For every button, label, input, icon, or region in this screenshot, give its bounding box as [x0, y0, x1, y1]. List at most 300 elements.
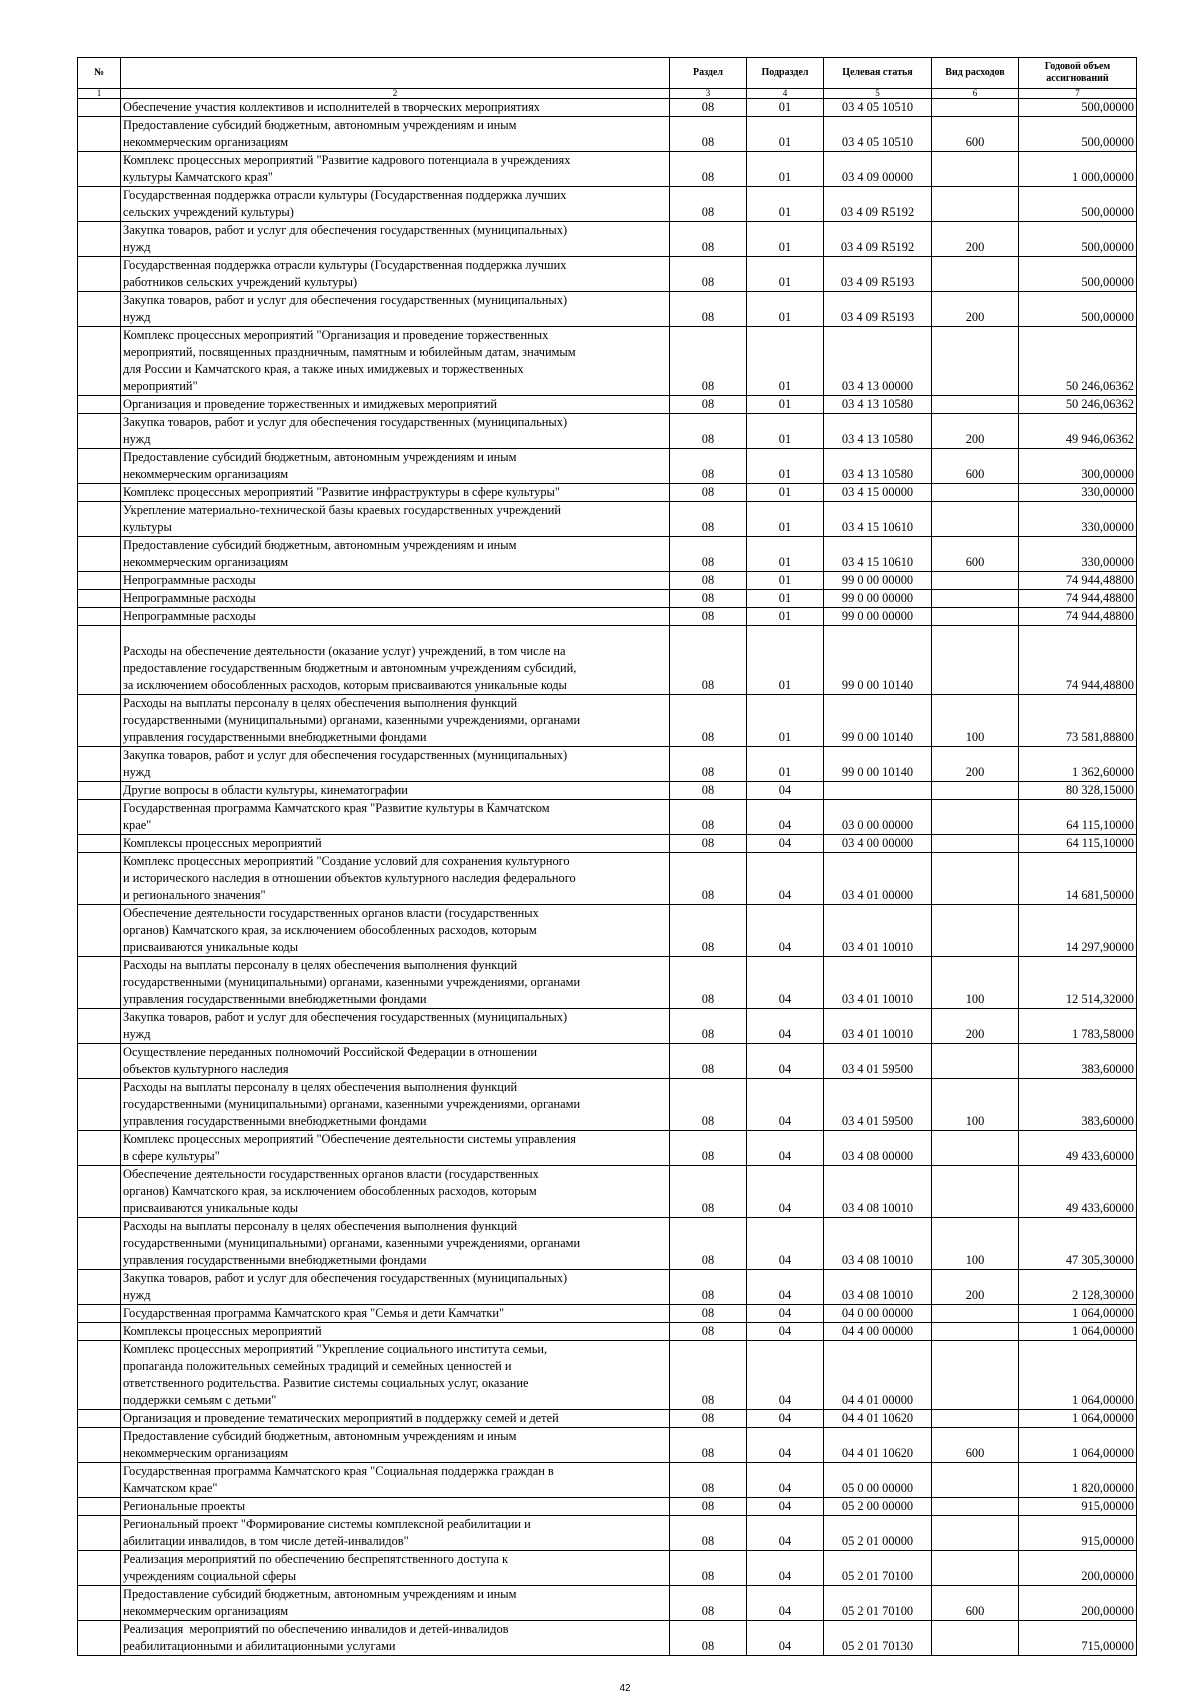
- target-article-cell: 03 4 09 00000: [824, 152, 932, 187]
- target-article-cell: 05 2 00 00000: [824, 1498, 932, 1516]
- table-row: [78, 626, 1137, 695]
- row-number-cell: [78, 782, 121, 800]
- expense-type-cell: [932, 1323, 1019, 1341]
- expense-type-cell: 600: [932, 537, 1019, 572]
- target-article-cell: 03 4 05 10510: [824, 117, 932, 152]
- column-number: 5: [824, 89, 932, 99]
- subsection-cell: 01: [747, 292, 824, 327]
- section-cell: 08: [670, 502, 747, 537]
- subsection-cell: 01: [747, 327, 824, 396]
- target-article-cell: 04 0 00 00000: [824, 1305, 932, 1323]
- target-article-cell: [824, 782, 932, 800]
- target-article-cell: 03 4 08 00000: [824, 1131, 932, 1166]
- target-article-cell: 99 0 00 10140: [824, 626, 932, 695]
- column-number: 3: [670, 89, 747, 99]
- amount-cell: 500,00000: [1019, 99, 1137, 117]
- row-number-cell: [78, 502, 121, 537]
- row-number-cell: [78, 957, 121, 1009]
- target-article-cell: 03 4 09 R5193: [824, 292, 932, 327]
- item-name-cell: Комплекс процессных мероприятий "Организация и проведение торжественных мероприятий, посвященных праздничным, памятным и юбилейным датам, значимым для России и Камчатского края, а также иных имиджевых и торжественных мероприятий": [121, 327, 670, 396]
- table-row: [78, 484, 1137, 502]
- table-row: [78, 1218, 1137, 1270]
- row-number-cell: [78, 853, 121, 905]
- amount-cell: 47 305,30000: [1019, 1218, 1137, 1270]
- amount-cell: 200,00000: [1019, 1586, 1137, 1621]
- subsection-cell: 04: [747, 1341, 824, 1410]
- budget-table: [77, 57, 1137, 1656]
- section-cell: 08: [670, 905, 747, 957]
- amount-cell: 74 944,48800: [1019, 608, 1137, 626]
- target-article-cell: 03 4 01 59500: [824, 1044, 932, 1079]
- table-row: [78, 835, 1137, 853]
- row-number-cell: [78, 1044, 121, 1079]
- expense-type-cell: [932, 1621, 1019, 1656]
- item-name-cell: Комплексы процессных мероприятий: [121, 835, 670, 853]
- table-row: [78, 695, 1137, 747]
- target-article-cell: 04 4 01 00000: [824, 1341, 932, 1410]
- row-number-cell: [78, 1341, 121, 1410]
- expense-type-cell: [932, 1341, 1019, 1410]
- amount-cell: 50 246,06362: [1019, 327, 1137, 396]
- item-name-cell: Организация и проведение торжественных и имиджевых мероприятий: [121, 396, 670, 414]
- amount-cell: 915,00000: [1019, 1516, 1137, 1551]
- row-number-cell: [78, 117, 121, 152]
- subsection-cell: 04: [747, 1044, 824, 1079]
- target-article-cell: 99 0 00 00000: [824, 590, 932, 608]
- item-name-cell: Предоставление субсидий бюджетным, автономным учреждениям и иным некоммерческим организациям: [121, 449, 670, 484]
- column-number: 1: [78, 89, 121, 99]
- amount-cell: 383,60000: [1019, 1044, 1137, 1079]
- row-number-cell: [78, 1305, 121, 1323]
- expense-type-cell: [932, 1551, 1019, 1586]
- target-article-cell: 03 4 13 10580: [824, 449, 932, 484]
- row-number-cell: [78, 99, 121, 117]
- table-row: [78, 1516, 1137, 1551]
- section-cell: 08: [670, 1166, 747, 1218]
- subsection-cell: 01: [747, 537, 824, 572]
- expense-type-cell: [932, 484, 1019, 502]
- subsection-cell: 04: [747, 1166, 824, 1218]
- item-name-cell: Расходы на выплаты персоналу в целях обеспечения выполнения функций государственными (муниципальными) органами, казенными учреждениями, органами управления государственными внебюджетными фондами: [121, 695, 670, 747]
- target-article-cell: 05 0 00 00000: [824, 1463, 932, 1498]
- amount-cell: 330,00000: [1019, 484, 1137, 502]
- subsection-cell: 04: [747, 1305, 824, 1323]
- row-number-cell: [78, 1498, 121, 1516]
- item-name-cell: Непрограммные расходы: [121, 608, 670, 626]
- target-article-cell: 05 2 01 70100: [824, 1586, 932, 1621]
- section-cell: 08: [670, 414, 747, 449]
- target-article-cell: 03 4 01 10010: [824, 957, 932, 1009]
- item-name-cell: Комплексы процессных мероприятий: [121, 1323, 670, 1341]
- row-number-cell: [78, 1079, 121, 1131]
- amount-cell: 12 514,32000: [1019, 957, 1137, 1009]
- table-row: [78, 782, 1137, 800]
- item-name-cell: Непрограммные расходы: [121, 590, 670, 608]
- amount-cell: 1 064,00000: [1019, 1305, 1137, 1323]
- table-row: [78, 502, 1137, 537]
- amount-cell: 2 128,30000: [1019, 1270, 1137, 1305]
- page-number: 42: [619, 1683, 631, 1694]
- row-number-cell: [78, 1323, 121, 1341]
- item-name-cell: Реализация мероприятий по обеспечению беспрепятственного доступа к учреждениям социальной сферы: [121, 1551, 670, 1586]
- expense-type-cell: 600: [932, 1428, 1019, 1463]
- subsection-cell: 01: [747, 152, 824, 187]
- row-number-cell: [78, 1586, 121, 1621]
- item-name-cell: Государственная поддержка отрасли культуры (Государственная поддержка лучших сельских учреждений культуры): [121, 187, 670, 222]
- section-cell: 08: [670, 835, 747, 853]
- subsection-cell: 04: [747, 1218, 824, 1270]
- expense-type-cell: [932, 1410, 1019, 1428]
- section-cell: 08: [670, 957, 747, 1009]
- table-row: [78, 905, 1137, 957]
- table-row: [78, 1044, 1137, 1079]
- expense-type-cell: 200: [932, 1009, 1019, 1044]
- subsection-cell: 01: [747, 187, 824, 222]
- section-cell: 08: [670, 396, 747, 414]
- target-article-cell: 03 4 00 00000: [824, 835, 932, 853]
- subsection-cell: 01: [747, 222, 824, 257]
- target-article-cell: 03 4 15 10610: [824, 502, 932, 537]
- amount-cell: 1 064,00000: [1019, 1323, 1137, 1341]
- amount-cell: 14 297,90000: [1019, 905, 1137, 957]
- header-num: №: [78, 58, 121, 89]
- table-row: [78, 1009, 1137, 1044]
- subsection-cell: 04: [747, 1323, 824, 1341]
- target-article-cell: 99 0 00 10140: [824, 695, 932, 747]
- table-row: [78, 99, 1137, 117]
- subsection-cell: 01: [747, 608, 824, 626]
- row-number-cell: [78, 292, 121, 327]
- section-cell: 08: [670, 1044, 747, 1079]
- subsection-cell: 01: [747, 747, 824, 782]
- subsection-cell: 04: [747, 1463, 824, 1498]
- target-article-cell: 03 4 08 10010: [824, 1270, 932, 1305]
- subsection-cell: 04: [747, 957, 824, 1009]
- table-body: [78, 99, 1137, 1656]
- item-name-cell: Закупка товаров, работ и услуг для обеспечения государственных (муниципальных) нужд: [121, 414, 670, 449]
- subsection-cell: 04: [747, 1621, 824, 1656]
- expense-type-cell: [932, 187, 1019, 222]
- section-cell: 08: [670, 608, 747, 626]
- target-article-cell: 03 4 15 10610: [824, 537, 932, 572]
- item-name-cell: Государственная поддержка отрасли культуры (Государственная поддержка лучших работников сельских учреждений культуры): [121, 257, 670, 292]
- amount-cell: 200,00000: [1019, 1551, 1137, 1586]
- section-cell: 08: [670, 537, 747, 572]
- header-section: Раздел: [670, 58, 747, 89]
- target-article-cell: 03 4 15 00000: [824, 484, 932, 502]
- section-cell: 08: [670, 1428, 747, 1463]
- expense-type-cell: [932, 572, 1019, 590]
- item-name-cell: Закупка товаров, работ и услуг для обеспечения государственных (муниципальных) нужд: [121, 292, 670, 327]
- amount-cell: 74 944,48800: [1019, 572, 1137, 590]
- row-number-cell: [78, 414, 121, 449]
- item-name-cell: Расходы на обеспечение деятельности (оказание услуг) учреждений, в том числе на предоставление государственным бюджетным и автономным учреждениям субсидий, за исключением обособленных расходов, которым присваиваются уникальные коды: [121, 626, 670, 695]
- header-subsection: Подраздел: [747, 58, 824, 89]
- subsection-cell: 01: [747, 502, 824, 537]
- amount-cell: 330,00000: [1019, 502, 1137, 537]
- amount-cell: 74 944,48800: [1019, 626, 1137, 695]
- section-cell: 08: [670, 187, 747, 222]
- expense-type-cell: 200: [932, 222, 1019, 257]
- expense-type-cell: 200: [932, 292, 1019, 327]
- amount-cell: 74 944,48800: [1019, 590, 1137, 608]
- section-cell: 08: [670, 1498, 747, 1516]
- expense-type-cell: [932, 626, 1019, 695]
- expense-type-cell: 100: [932, 957, 1019, 1009]
- expense-type-cell: [932, 1516, 1019, 1551]
- table-row: [78, 1621, 1137, 1656]
- subsection-cell: 04: [747, 1551, 824, 1586]
- header-exptype: Вид расходов: [932, 58, 1019, 89]
- section-cell: 08: [670, 1079, 747, 1131]
- expense-type-cell: [932, 1044, 1019, 1079]
- subsection-cell: 04: [747, 835, 824, 853]
- expense-type-cell: 100: [932, 1218, 1019, 1270]
- row-number-cell: [78, 695, 121, 747]
- row-number-cell: [78, 1551, 121, 1586]
- subsection-cell: 01: [747, 99, 824, 117]
- subsection-cell: 04: [747, 905, 824, 957]
- row-number-cell: [78, 835, 121, 853]
- amount-cell: 500,00000: [1019, 187, 1137, 222]
- item-name-cell: Расходы на выплаты персоналу в целях обеспечения выполнения функций государственными (муниципальными) органами, казенными учреждениями, органами управления государственными внебюджетными фондами: [121, 1218, 670, 1270]
- row-number-cell: [78, 1463, 121, 1498]
- section-cell: 08: [670, 1341, 747, 1410]
- section-cell: 08: [670, 1621, 747, 1656]
- amount-cell: 49 946,06362: [1019, 414, 1137, 449]
- table-row: [78, 1305, 1137, 1323]
- target-article-cell: 03 4 09 R5192: [824, 222, 932, 257]
- subsection-cell: 04: [747, 782, 824, 800]
- table-row: [78, 957, 1137, 1009]
- item-name-cell: Обеспечение участия коллективов и исполнителей в творческих мероприятиях: [121, 99, 670, 117]
- amount-cell: 73 581,88800: [1019, 695, 1137, 747]
- subsection-cell: 01: [747, 449, 824, 484]
- table-row: [78, 1341, 1137, 1410]
- section-cell: 08: [670, 1270, 747, 1305]
- expense-type-cell: [932, 1131, 1019, 1166]
- item-name-cell: Организация и проведение тематических мероприятий в поддержку семей и детей: [121, 1410, 670, 1428]
- target-article-cell: 03 4 01 00000: [824, 853, 932, 905]
- expense-type-cell: [932, 1166, 1019, 1218]
- section-cell: 08: [670, 1009, 747, 1044]
- expense-type-cell: 600: [932, 449, 1019, 484]
- subsection-cell: 04: [747, 1498, 824, 1516]
- subsection-cell: 04: [747, 1270, 824, 1305]
- row-number-cell: [78, 1009, 121, 1044]
- table-row: [78, 1551, 1137, 1586]
- section-cell: 08: [670, 782, 747, 800]
- expense-type-cell: 600: [932, 117, 1019, 152]
- target-article-cell: 03 4 01 10010: [824, 1009, 932, 1044]
- target-article-cell: 03 4 13 10580: [824, 414, 932, 449]
- target-article-cell: 05 2 01 70130: [824, 1621, 932, 1656]
- table-row: [78, 853, 1137, 905]
- section-cell: 08: [670, 1323, 747, 1341]
- table-row: [78, 1270, 1137, 1305]
- item-name-cell: Предоставление субсидий бюджетным, автономным учреждениям и иным некоммерческим организациям: [121, 1586, 670, 1621]
- row-number-cell: [78, 257, 121, 292]
- column-number: 7: [1019, 89, 1137, 99]
- target-article-cell: 03 0 00 00000: [824, 800, 932, 835]
- amount-cell: 64 115,10000: [1019, 835, 1137, 853]
- column-number-row: [78, 89, 1137, 99]
- section-cell: 08: [670, 853, 747, 905]
- target-article-cell: 04 4 01 10620: [824, 1428, 932, 1463]
- subsection-cell: 01: [747, 626, 824, 695]
- table-row: [78, 327, 1137, 396]
- expense-type-cell: [932, 502, 1019, 537]
- row-number-cell: [78, 1621, 121, 1656]
- table-row: [78, 152, 1137, 187]
- expense-type-cell: [932, 608, 1019, 626]
- header-target: Целевая статья: [824, 58, 932, 89]
- column-number: 4: [747, 89, 824, 99]
- amount-cell: 49 433,60000: [1019, 1131, 1137, 1166]
- subsection-cell: 01: [747, 117, 824, 152]
- row-number-cell: [78, 1166, 121, 1218]
- section-cell: 08: [670, 1131, 747, 1166]
- subsection-cell: 01: [747, 257, 824, 292]
- section-cell: 08: [670, 695, 747, 747]
- table-row: [78, 414, 1137, 449]
- expense-type-cell: [932, 99, 1019, 117]
- amount-cell: 49 433,60000: [1019, 1166, 1137, 1218]
- table-row: [78, 747, 1137, 782]
- item-name-cell: Осуществление переданных полномочий Российской Федерации в отношении объектов культурного наследия: [121, 1044, 670, 1079]
- target-article-cell: 03 4 01 10010: [824, 905, 932, 957]
- expense-type-cell: 200: [932, 747, 1019, 782]
- expense-type-cell: 200: [932, 414, 1019, 449]
- subsection-cell: 01: [747, 572, 824, 590]
- subsection-cell: 01: [747, 695, 824, 747]
- target-article-cell: 05 2 01 00000: [824, 1516, 932, 1551]
- section-cell: 08: [670, 1516, 747, 1551]
- section-cell: 08: [670, 1586, 747, 1621]
- table-row: [78, 117, 1137, 152]
- target-article-cell: 03 4 13 00000: [824, 327, 932, 396]
- target-article-cell: 04 4 01 10620: [824, 1410, 932, 1428]
- table-row: [78, 222, 1137, 257]
- amount-cell: 1 064,00000: [1019, 1410, 1137, 1428]
- expense-type-cell: [932, 782, 1019, 800]
- row-number-cell: [78, 747, 121, 782]
- amount-cell: 715,00000: [1019, 1621, 1137, 1656]
- row-number-cell: [78, 396, 121, 414]
- expense-type-cell: [932, 396, 1019, 414]
- row-number-cell: [78, 1516, 121, 1551]
- table-row: [78, 449, 1137, 484]
- item-name-cell: Государственная программа Камчатского края "Развитие культуры в Камчатском крае": [121, 800, 670, 835]
- subsection-cell: 04: [747, 1586, 824, 1621]
- target-article-cell: 04 4 00 00000: [824, 1323, 932, 1341]
- expense-type-cell: [932, 1463, 1019, 1498]
- section-cell: 08: [670, 1305, 747, 1323]
- header-row: [78, 58, 1137, 89]
- subsection-cell: 04: [747, 853, 824, 905]
- expense-type-cell: 100: [932, 695, 1019, 747]
- table-row: [78, 590, 1137, 608]
- item-name-cell: Комплекс процессных мероприятий "Развитие кадрового потенциала в учреждениях культуры Камчатского края": [121, 152, 670, 187]
- target-article-cell: 03 4 13 10580: [824, 396, 932, 414]
- section-cell: 08: [670, 590, 747, 608]
- table-row: [78, 187, 1137, 222]
- subsection-cell: 04: [747, 1079, 824, 1131]
- table-row: [78, 257, 1137, 292]
- subsection-cell: 04: [747, 1428, 824, 1463]
- table-row: [78, 1410, 1137, 1428]
- expense-type-cell: [932, 835, 1019, 853]
- row-number-cell: [78, 1131, 121, 1166]
- expense-type-cell: 100: [932, 1079, 1019, 1131]
- section-cell: 08: [670, 327, 747, 396]
- amount-cell: 1 064,00000: [1019, 1428, 1137, 1463]
- table-row: [78, 396, 1137, 414]
- section-cell: 08: [670, 747, 747, 782]
- expense-type-cell: 600: [932, 1586, 1019, 1621]
- item-name-cell: Закупка товаров, работ и услуг для обеспечения государственных (муниципальных) нужд: [121, 747, 670, 782]
- target-article-cell: 03 4 09 R5193: [824, 257, 932, 292]
- table-row: [78, 1131, 1137, 1166]
- row-number-cell: [78, 187, 121, 222]
- item-name-cell: Расходы на выплаты персоналу в целях обеспечения выполнения функций государственными (муниципальными) органами, казенными учреждениями, органами управления государственными внебюджетными фондами: [121, 1079, 670, 1131]
- subsection-cell: 04: [747, 1516, 824, 1551]
- amount-cell: 64 115,10000: [1019, 800, 1137, 835]
- row-number-cell: [78, 1428, 121, 1463]
- item-name-cell: Комплекс процессных мероприятий "Развитие инфраструктуры в сфере культуры": [121, 484, 670, 502]
- row-number-cell: [78, 590, 121, 608]
- item-name-cell: Предоставление субсидий бюджетным, автономным учреждениям и иным некоммерческим организациям: [121, 537, 670, 572]
- table-row: [78, 608, 1137, 626]
- section-cell: 08: [670, 292, 747, 327]
- target-article-cell: 05 2 01 70100: [824, 1551, 932, 1586]
- row-number-cell: [78, 152, 121, 187]
- table-row: [78, 1463, 1137, 1498]
- header-amount: Годовой объем ассигнований: [1019, 58, 1137, 89]
- item-name-cell: Комплекс процессных мероприятий "Укрепление социального института семьи, пропаганда положительных семейных традиций и семейных ценностей и ответственного родительства. Развитие системы социальных услуг, оказание поддержки семьям с детьми": [121, 1341, 670, 1410]
- subsection-cell: 04: [747, 800, 824, 835]
- item-name-cell: Региональные проекты: [121, 1498, 670, 1516]
- column-number: 6: [932, 89, 1019, 99]
- section-cell: 08: [670, 1410, 747, 1428]
- amount-cell: 500,00000: [1019, 257, 1137, 292]
- header-name: [121, 58, 670, 89]
- section-cell: 08: [670, 484, 747, 502]
- target-article-cell: 03 4 05 10510: [824, 99, 932, 117]
- expense-type-cell: [932, 1498, 1019, 1516]
- table-row: [78, 800, 1137, 835]
- expense-type-cell: [932, 257, 1019, 292]
- item-name-cell: Предоставление субсидий бюджетным, автономным учреждениям и иным некоммерческим организациям: [121, 1428, 670, 1463]
- column-number: 2: [121, 89, 670, 99]
- item-name-cell: Непрограммные расходы: [121, 572, 670, 590]
- amount-cell: 1 000,00000: [1019, 152, 1137, 187]
- amount-cell: 1 783,58000: [1019, 1009, 1137, 1044]
- amount-cell: 1 820,00000: [1019, 1463, 1137, 1498]
- item-name-cell: Обеспечение деятельности государственных органов власти (государственных органов) Камчатского края, за исключением обособленных расходов, которым присваиваются уникальные коды: [121, 905, 670, 957]
- row-number-cell: [78, 484, 121, 502]
- subsection-cell: 01: [747, 484, 824, 502]
- section-cell: 08: [670, 626, 747, 695]
- item-name-cell: Укрепление материально-технической базы краевых государственных учреждений культуры: [121, 502, 670, 537]
- table-row: [78, 1498, 1137, 1516]
- row-number-cell: [78, 449, 121, 484]
- expense-type-cell: [932, 853, 1019, 905]
- subsection-cell: 04: [747, 1009, 824, 1044]
- subsection-cell: 04: [747, 1410, 824, 1428]
- amount-cell: 500,00000: [1019, 117, 1137, 152]
- table-row: [78, 572, 1137, 590]
